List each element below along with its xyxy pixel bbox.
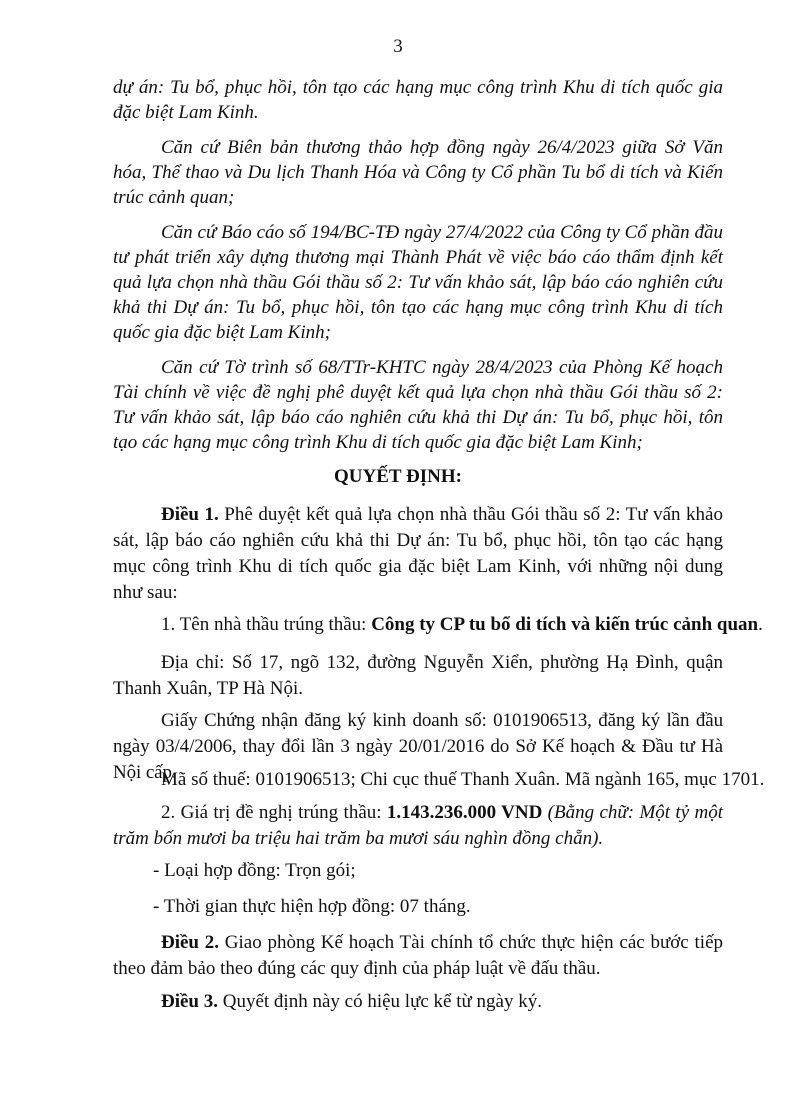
paragraph-negotiation-minutes: Căn cứ Biên bản thương thảo hợp đồng ngày 26/4/2023 giữa Sở Văn hóa, Thể thao và Du lịch Thanh Hóa và Công ty Cổ phần Tu bổ di tích và Kiến trúc cảnh quan; bbox=[113, 137, 723, 208]
winner-line: 1. Tên nhà thầu trúng thầu: Công ty CP tu bổ di tích và kiến trúc cảnh quan. bbox=[161, 614, 763, 635]
paragraph-project-continuation: dự án: Tu bổ, phục hồi, tôn tạo các hạng mục công trình Khu di tích quốc gia đặc biệt Lam Kinh. bbox=[113, 77, 723, 123]
winner-address: Địa chỉ: Số 17, ngõ 132, đường Nguyễn Xiển, phường Hạ Đình, quận Thanh Xuân, TP Hà Nội. bbox=[113, 652, 723, 699]
tax-code: Mã số thuế: 0101906513; Chi cục thuế Thanh Xuân. Mã ngành 165, mục 1701. bbox=[161, 769, 765, 790]
article-3-text: Quyết định này có hiệu lực kể từ ngày ký. bbox=[218, 991, 542, 1012]
article-2-label: Điều 2. bbox=[161, 932, 220, 953]
paragraph-appraisal-report: Căn cứ Báo cáo số 194/BC-TĐ ngày 27/4/2022 của Công ty Cổ phần đầu tư phát triển xây dựng thương mại Thành Phát về việc báo cáo thẩm định kết quả lựa chọn nhà thầu Gói thầu số 2: Tư vấn khảo sát, lập báo cáo nghiên cứu khả thi Dự án: Tu bổ, phục hồi, tôn tạo các hạng mục công trình Khu di tích quốc gia đặc biệt Lam Kinh; bbox=[113, 222, 723, 343]
paragraph-submission: Căn cứ Tờ trình số 68/TTr-KHTC ngày 28/4/2023 của Phòng Kế hoạch Tài chính về việc đề nghị phê duyệt kết quả lựa chọn nhà thầu Gói thầu số 2: Tư vấn khảo sát, lập báo cáo nghiên cứu khả thi Dự án: Tu bổ, phục hồi, tôn tạo các hạng mục công trình Khu di tích quốc gia đặc biệt Lam Kinh; bbox=[113, 357, 723, 453]
article-1 bbox=[113, 502, 723, 606]
bid-price-value: 1.143.236.000 VND bbox=[386, 802, 543, 823]
business-registration: Giấy Chứng nhận đăng ký kinh doanh số: 0101906513, đăng ký lần đầu ngày 03/4/2006, thay đổi lần 3 ngày 20/01/2016 do Sở Kế hoạch & Đầu tư Hà Nội cấp. bbox=[113, 710, 723, 783]
bid-price-label: 2. Giá trị đề nghị trúng thầu: bbox=[161, 802, 387, 823]
article-3 bbox=[113, 989, 771, 1014]
bid-price bbox=[113, 800, 723, 852]
article-2-text: Giao phòng Kế hoạch Tài chính tổ chức thực hiện các bước tiếp theo đảm bảo theo đúng các quy định của pháp luật về đấu thầu. bbox=[113, 932, 724, 979]
article-2 bbox=[113, 930, 723, 982]
contract-type: - Loại hợp đồng: Trọn gói; bbox=[153, 860, 356, 881]
bid-price-words: (Bằng chữ: Một tỷ một trăm bốn mươi ba triệu hai trăm ba mươi sáu nghìn đồng chẵn). bbox=[113, 802, 723, 849]
winner-label: 1. Tên nhà thầu trúng thầu: bbox=[161, 614, 372, 635]
article-1-text: Phê duyệt kết quả lựa chọn nhà thầu Gói thầu số 2: Tư vấn khảo sát, lập báo cáo nghiên cứu khả thi Dự án: Tu bổ, phục hồi, tôn tạo các hạng mục công trình Khu di tích quốc gia đặc biệt Lam Kinh, với những nội dung như sau: bbox=[113, 504, 723, 603]
winner-name: Công ty CP tu bổ di tích và kiến trúc cảnh quan bbox=[371, 614, 759, 635]
page-number: 3 bbox=[393, 36, 403, 57]
article-3-label: Điều 3. bbox=[161, 991, 218, 1012]
article-1-label: Điều 1. bbox=[161, 504, 219, 525]
contract-duration: - Thời gian thực hiện hợp đồng: 07 tháng. bbox=[153, 896, 471, 917]
decision-heading: QUYẾT ĐỊNH: bbox=[334, 466, 462, 487]
